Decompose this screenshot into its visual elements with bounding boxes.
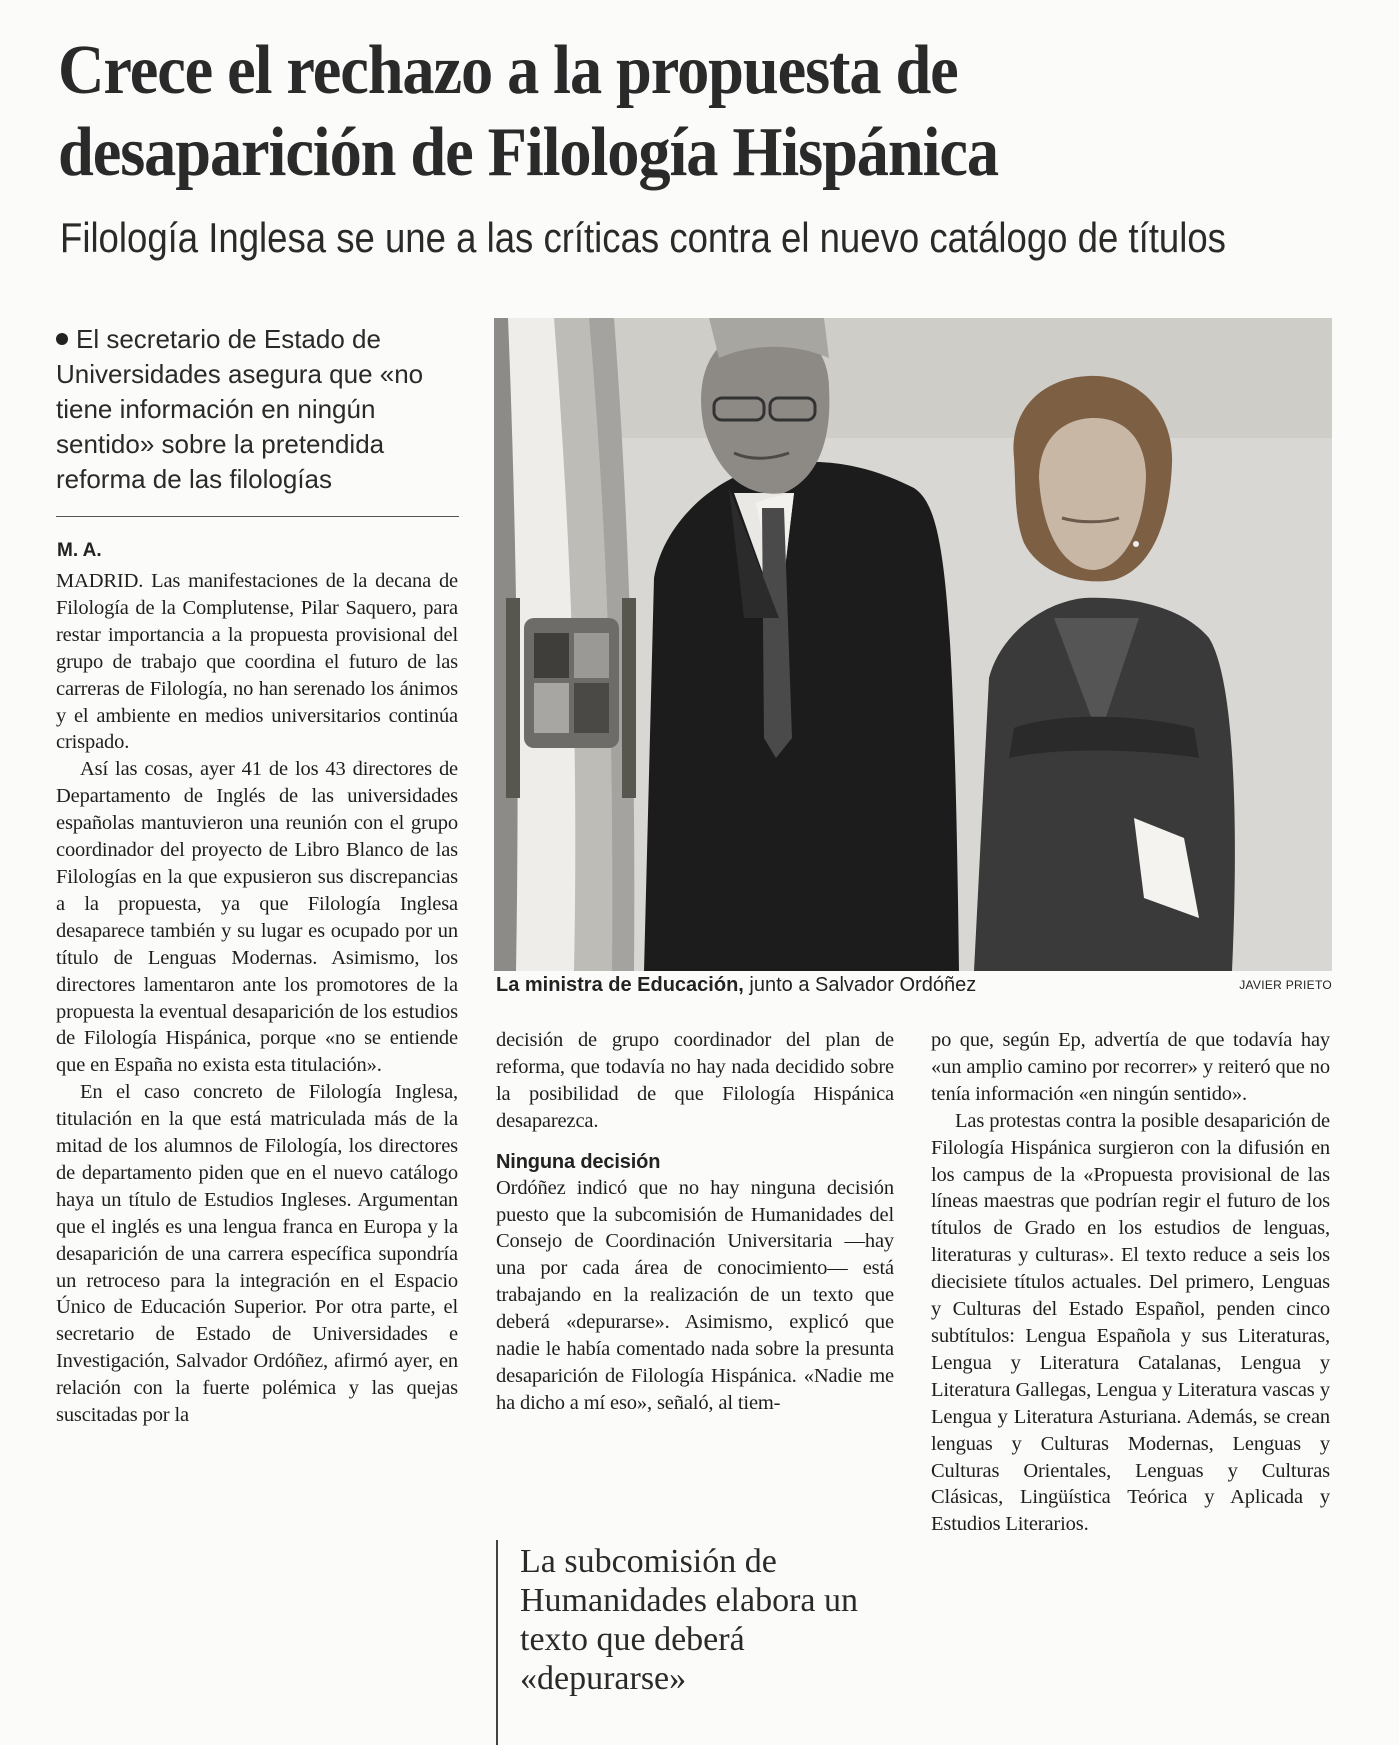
column-2 (496, 1027, 894, 1417)
paragraph: Así las cosas, ayer 41 de los 43 directores de Departamento de Inglés de las universidades españolas mantuvieron una reunión con el grupo coordinador del proyecto de Libro Blanco de las Filologías en la que expusieron sus discrepancias a la propuesta, ya que Filología Inglesa desaparece también y su lugar es ocupado por un título de Lenguas Modernas. Asimismo, los directores lamentaron ante los promotores de la propuesta la eventual desaparición de los estudios de Filología Hispánica, porque «no se entiende que en España no exista esta titulación». (56, 758, 458, 1077)
news-photo (494, 318, 1332, 971)
subheadline: Filología Inglesa se une a las críticas contra el nuevo catálogo de títulos (60, 214, 1226, 261)
paragraph: decisión de grupo coordinador del plan de reforma, que todavía no hay nada decidido sobre la posibilidad de que Filología Hispánica desaparezca. (496, 1029, 894, 1132)
section-heading: Ninguna decisión (496, 1150, 661, 1173)
paragraph: MADRID. Las manifestaciones de la decana de Filología de la Complutense, Pilar Saquero, para restar importancia a la propuesta provisional del grupo de trabajo que coordina el futuro de las carreras de Filología, no han serenado los ánimos y el ambiente en medios universitarios continúa crispado. (56, 570, 458, 754)
pullquote: La subcomisión de Humanidades elabora un texto que deberá «depurarse» (520, 1543, 858, 1697)
paragraph: En el caso concreto de Filología Inglesa, titulación en la que está matriculada más de la mitad de los alumnos de Filología, los directores de departamento piden que en el nuevo catálogo haya un título de Estudios Ingleses. Argumentan que el inglés es una lengua franca en Europa y la desaparición de una carrera específica supondría un retroceso para la integración en el Espacio Único de Educación Superior. Por otra parte, el secretario de Estado de Universidades e Investigación, Salvador Ordóñez, afirmó ayer, en relación con la fuerte polémica y las quejas suscitadas por la (56, 1081, 458, 1427)
summary-block (56, 322, 456, 497)
summary-text: El secretario de Estado de Universidades asegura que «no tiene información en ningún sentido» sobre la pretendida reforma de las filologías (56, 324, 424, 494)
bullet-icon (56, 333, 68, 345)
column-3 (931, 1027, 1330, 1538)
byline: M. A. (57, 540, 102, 561)
photo-caption (496, 974, 1332, 997)
caption-text: junto a Salvador Ordóñez (743, 974, 977, 996)
paragraph: Ordóñez indicó que no hay ninguna decisión puesto que la subcomisión de Humanidades del Consejo de Coordinación Universitaria —hay una por cada área de conocimiento— está trabajando en la realización de un texto que deberá «depurarse». Asimismo, explicó que nadie le había comentado nada sobre la presunta desaparición de Filología Hispánica. «Nadie me ha dicho a mí eso», señaló, al tiem- (496, 1176, 894, 1414)
headline: Crece el rechazo a la propuesta de desaparición de Filología Hispánica (58, 32, 998, 191)
photo-credit: JAVIER PRIETO (1239, 978, 1332, 992)
photo-illustration (494, 318, 1332, 971)
pullquote-rule (496, 1540, 498, 1745)
divider (56, 516, 459, 517)
caption-lead: La ministra de Educación, (496, 974, 744, 996)
paragraph: Las protestas contra la posible desaparición de Filología Hispánica surgieron con la difusión en los campus de la «Propuesta provisional de las líneas maestras que podrían regir el futuro de los títulos de Grado en los estudios de lenguas, literaturas y culturas». El texto reduce a seis los diecisiete títulos actuales. Del primero, Lenguas y Culturas del Estado Español, penden cinco subtítulos: Lengua Española y sus Literaturas, Lengua y Literatura Catalanas, Lengua y Literatura Gallegas, Lengua y Literatura vascas y Lengua y Literatura Asturiana. Además, se crean lenguas y Culturas Modernas, Lenguas y Culturas Orientales, Lenguas y Culturas Clásicas, Lingüística Teórica y Aplicada y Estudios Literarios. (931, 1109, 1330, 1536)
column-1 (56, 568, 458, 1429)
paragraph: po que, según Ep, advertía de que todavía hay «un amplio camino por recorrer» y reiteró que no tenía información «en ningún sentido». (931, 1029, 1330, 1105)
